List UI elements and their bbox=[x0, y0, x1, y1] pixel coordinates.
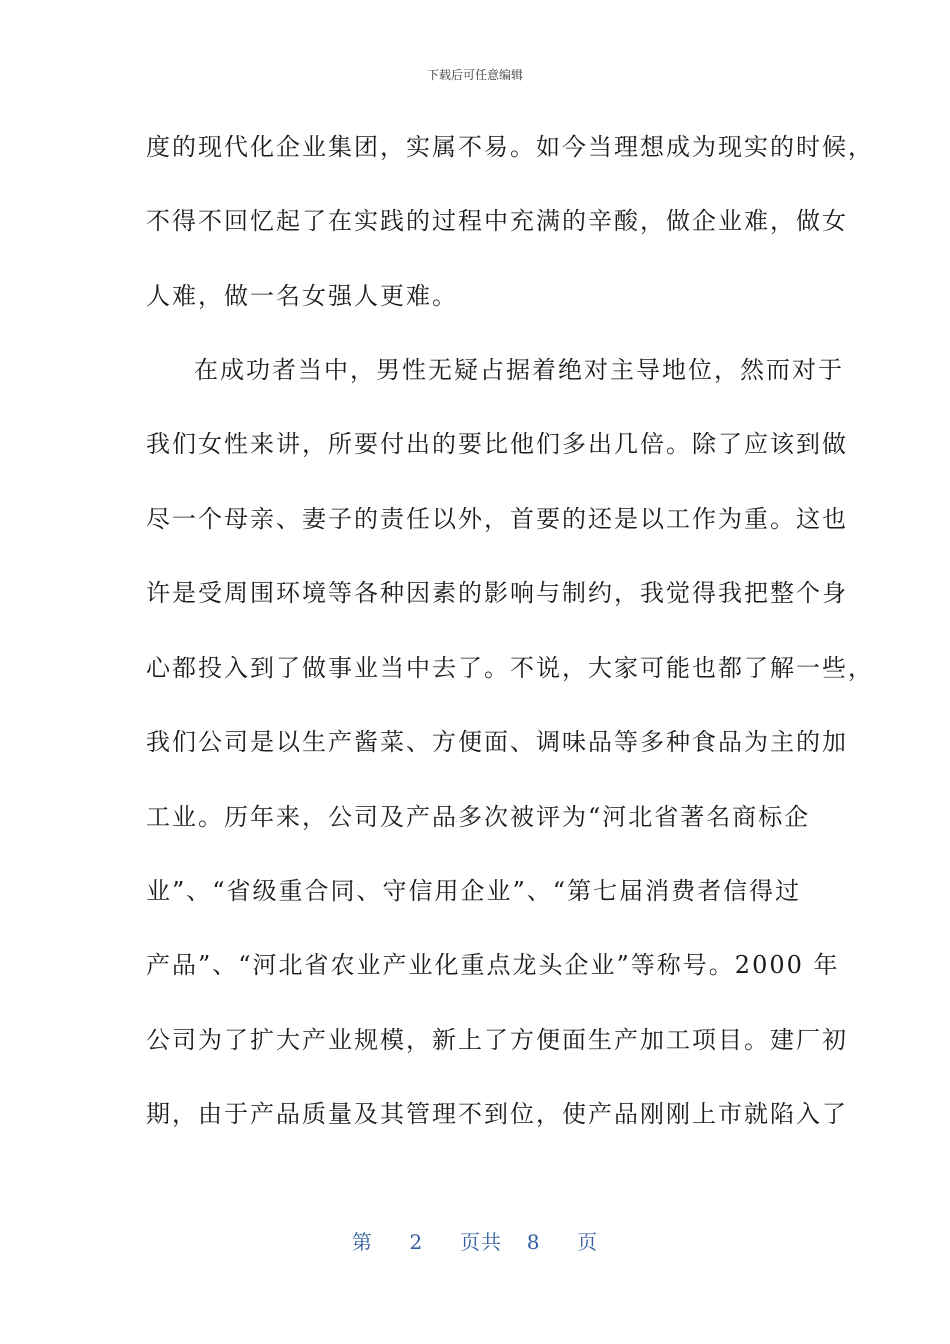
page-suffix: 页 bbox=[577, 1230, 599, 1254]
text-line-9: 我们公司是以生产酱菜、方便面、调味品等多种食品为主的加 bbox=[146, 728, 848, 756]
text-line-14: 期，由于产品质量及其管理不到位，使产品刚刚上市就陷入了 bbox=[146, 1100, 848, 1128]
text-line-12: 产品”、“河北省农业产业化重点龙头企业”等称号。2000 年 bbox=[146, 951, 840, 979]
text-line-7: 许是受周围环境等各种因素的影响与制约，我觉得我把整个身 bbox=[146, 579, 848, 607]
text-line-1: 度的现代化企业集团，实属不易。如今当理想成为现实的时候， bbox=[146, 133, 874, 161]
text-line-5: 我们女性来讲，所要付出的要比他们多出几倍。除了应该到做 bbox=[146, 430, 848, 458]
text-line-6: 尽一个母亲、妻子的责任以外，首要的还是以工作为重。这也 bbox=[146, 505, 848, 533]
text-line-4-paragraph-start: 在成功者当中，男性无疑占据着绝对主导地位，然而对于 bbox=[194, 356, 844, 384]
page-middle: 页共 bbox=[460, 1230, 502, 1254]
total-pages-number: 8 bbox=[526, 1230, 541, 1254]
text-line-2: 不得不回忆起了在实践的过程中充满的辛酸，做企业难，做女 bbox=[146, 207, 848, 235]
page-prefix: 第 bbox=[351, 1230, 373, 1254]
page-footer bbox=[0, 1226, 950, 1255]
page-header-note: 下载后可任意编辑 bbox=[426, 68, 523, 82]
text-line-13: 公司为了扩大产业规模，新上了方便面生产加工项目。建厂初 bbox=[146, 1026, 848, 1054]
text-line-10: 工业。历年来，公司及产品多次被评为“河北省著名商标企 bbox=[146, 803, 811, 831]
current-page-number: 2 bbox=[409, 1230, 424, 1254]
text-line-3: 人难，做一名女强人更难。 bbox=[146, 282, 458, 310]
text-line-11: 业”、“省级重合同、守信用企业”、“第七届消费者信得过 bbox=[146, 877, 802, 905]
text-line-8: 心都投入到了做事业当中去了。不说，大家可能也都了解一些， bbox=[146, 654, 874, 682]
